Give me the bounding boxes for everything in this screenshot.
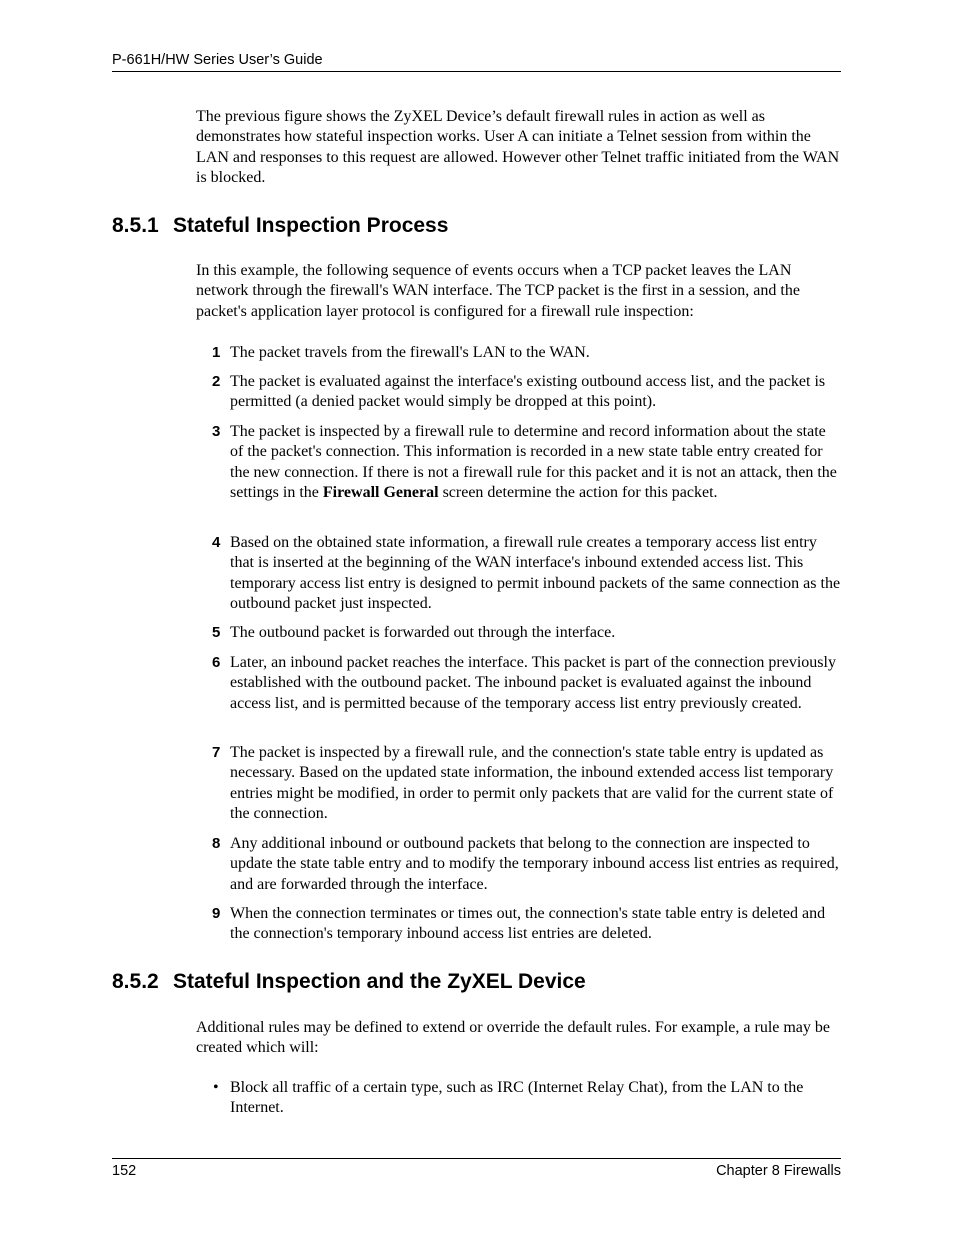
list-item [196,743,841,824]
list-item [196,1078,841,1119]
step-text: Any additional inbound or outbound packets that belong to the connection are inspected to update the state table entry and to modify the temporary inbound access list entries as required, and are forwarded through the interface. [230,835,839,893]
list-item [196,653,841,714]
list-item [196,372,841,413]
bullet-text: Block all traffic of a certain type, such as IRC (Internet Relay Chat), from the LAN to the Internet. [230,1079,804,1117]
step-text: Later, an inbound packet reaches the interface. This packet is part of the connection previously established with the outbound packet. The inbound packet is evaluated against the inbound access list, and is permitted because of the temporary access list entry previously created. [230,654,836,712]
step-text: The outbound packet is forwarded out through the interface. [230,624,616,641]
step-number: 7 [212,744,221,761]
section-number: 8.5.1 [112,214,159,237]
section-heading-8-5-1 [112,213,448,239]
step-number: 6 [212,654,221,671]
list-item [196,834,841,895]
section-intro-paragraph: Additional rules may be defined to extend or override the default rules. For example, a rule may be created which will: [196,1019,831,1057]
list-item [196,904,841,945]
intro-paragraph: The previous figure shows the ZyXEL Device’s default firewall rules in action as well as demonstrates how stateful inspection works. User A can initiate a Telnet session from within the LAN and responses to this request are allowed. However other Telnet traffic initiated from the WAN is blocked. [196,108,840,186]
step-number: 1 [212,344,221,361]
section-title: Stateful Inspection and the ZyXEL Device [173,970,586,993]
step-text-end: screen determine the action for this packet. [438,483,718,501]
step-text-start: The packet is inspected by a firewall rule to determine and record information about the state of the packet's connection. This information is recorded in a new state table entry created for the new connection. If there is not a firewall rule for this packet and it is not an attack, then the settings in the [230,423,837,501]
section-intro-paragraph: In this example, the following sequence of events occurs when a TCP packet leaves the LAN network through the firewall's WAN interface. The TCP packet is the first in a session, and the packet's application layer protocol is configured for a firewall rule inspection: [196,262,800,320]
step-text: The packet is inspected by a firewall rule, and the connection's state table entry is updated as necessary. Based on the updated state information, the inbound extended access list temporary entries might be modified, in order to permit only packets that are valid for the current state of the connection. [230,744,834,822]
page-number: 152 [112,1163,137,1179]
running-header-title: P-661H/HW Series User’s Guide [112,52,323,68]
step-number: 8 [212,835,221,852]
step-number: 9 [212,905,221,922]
step-text: Based on the obtained state information, a firewall rule creates a temporary access list entry that is inserted at the beginning of the WAN interface's inbound extended access list. This temporary access list entry is designed to permit inbound packets of the same connection as the outbound packet just inspected. [230,534,841,612]
step-number: 5 [212,624,221,641]
screen-name-emphasis: Firewall General [322,483,439,501]
chapter-label: Chapter 8 Firewalls [716,1163,841,1179]
header-divider [112,71,841,72]
step-text [230,422,841,503]
step-text: When the connection terminates or times out, the connection's state table entry is deleted and the connection's temporary inbound access list entries are deleted. [230,905,826,943]
section-number: 8.5.2 [112,970,159,993]
list-item [196,533,841,614]
footer-divider [112,1158,841,1159]
step-text: The packet travels from the firewall's LAN to the WAN. [230,344,590,361]
section-heading-8-5-2 [112,969,586,995]
step-text: The packet is evaluated against the interface's existing outbound access list, and the packet is permitted (a denied packet would simply be dropped at this point). [230,373,826,411]
section-title: Stateful Inspection Process [173,214,449,237]
list-item [196,422,841,503]
list-item [196,623,841,643]
step-number: 2 [212,373,221,390]
bullet-icon: • [213,1079,219,1096]
step-number: 3 [212,423,221,440]
list-item [196,343,841,363]
step-number: 4 [212,534,221,551]
